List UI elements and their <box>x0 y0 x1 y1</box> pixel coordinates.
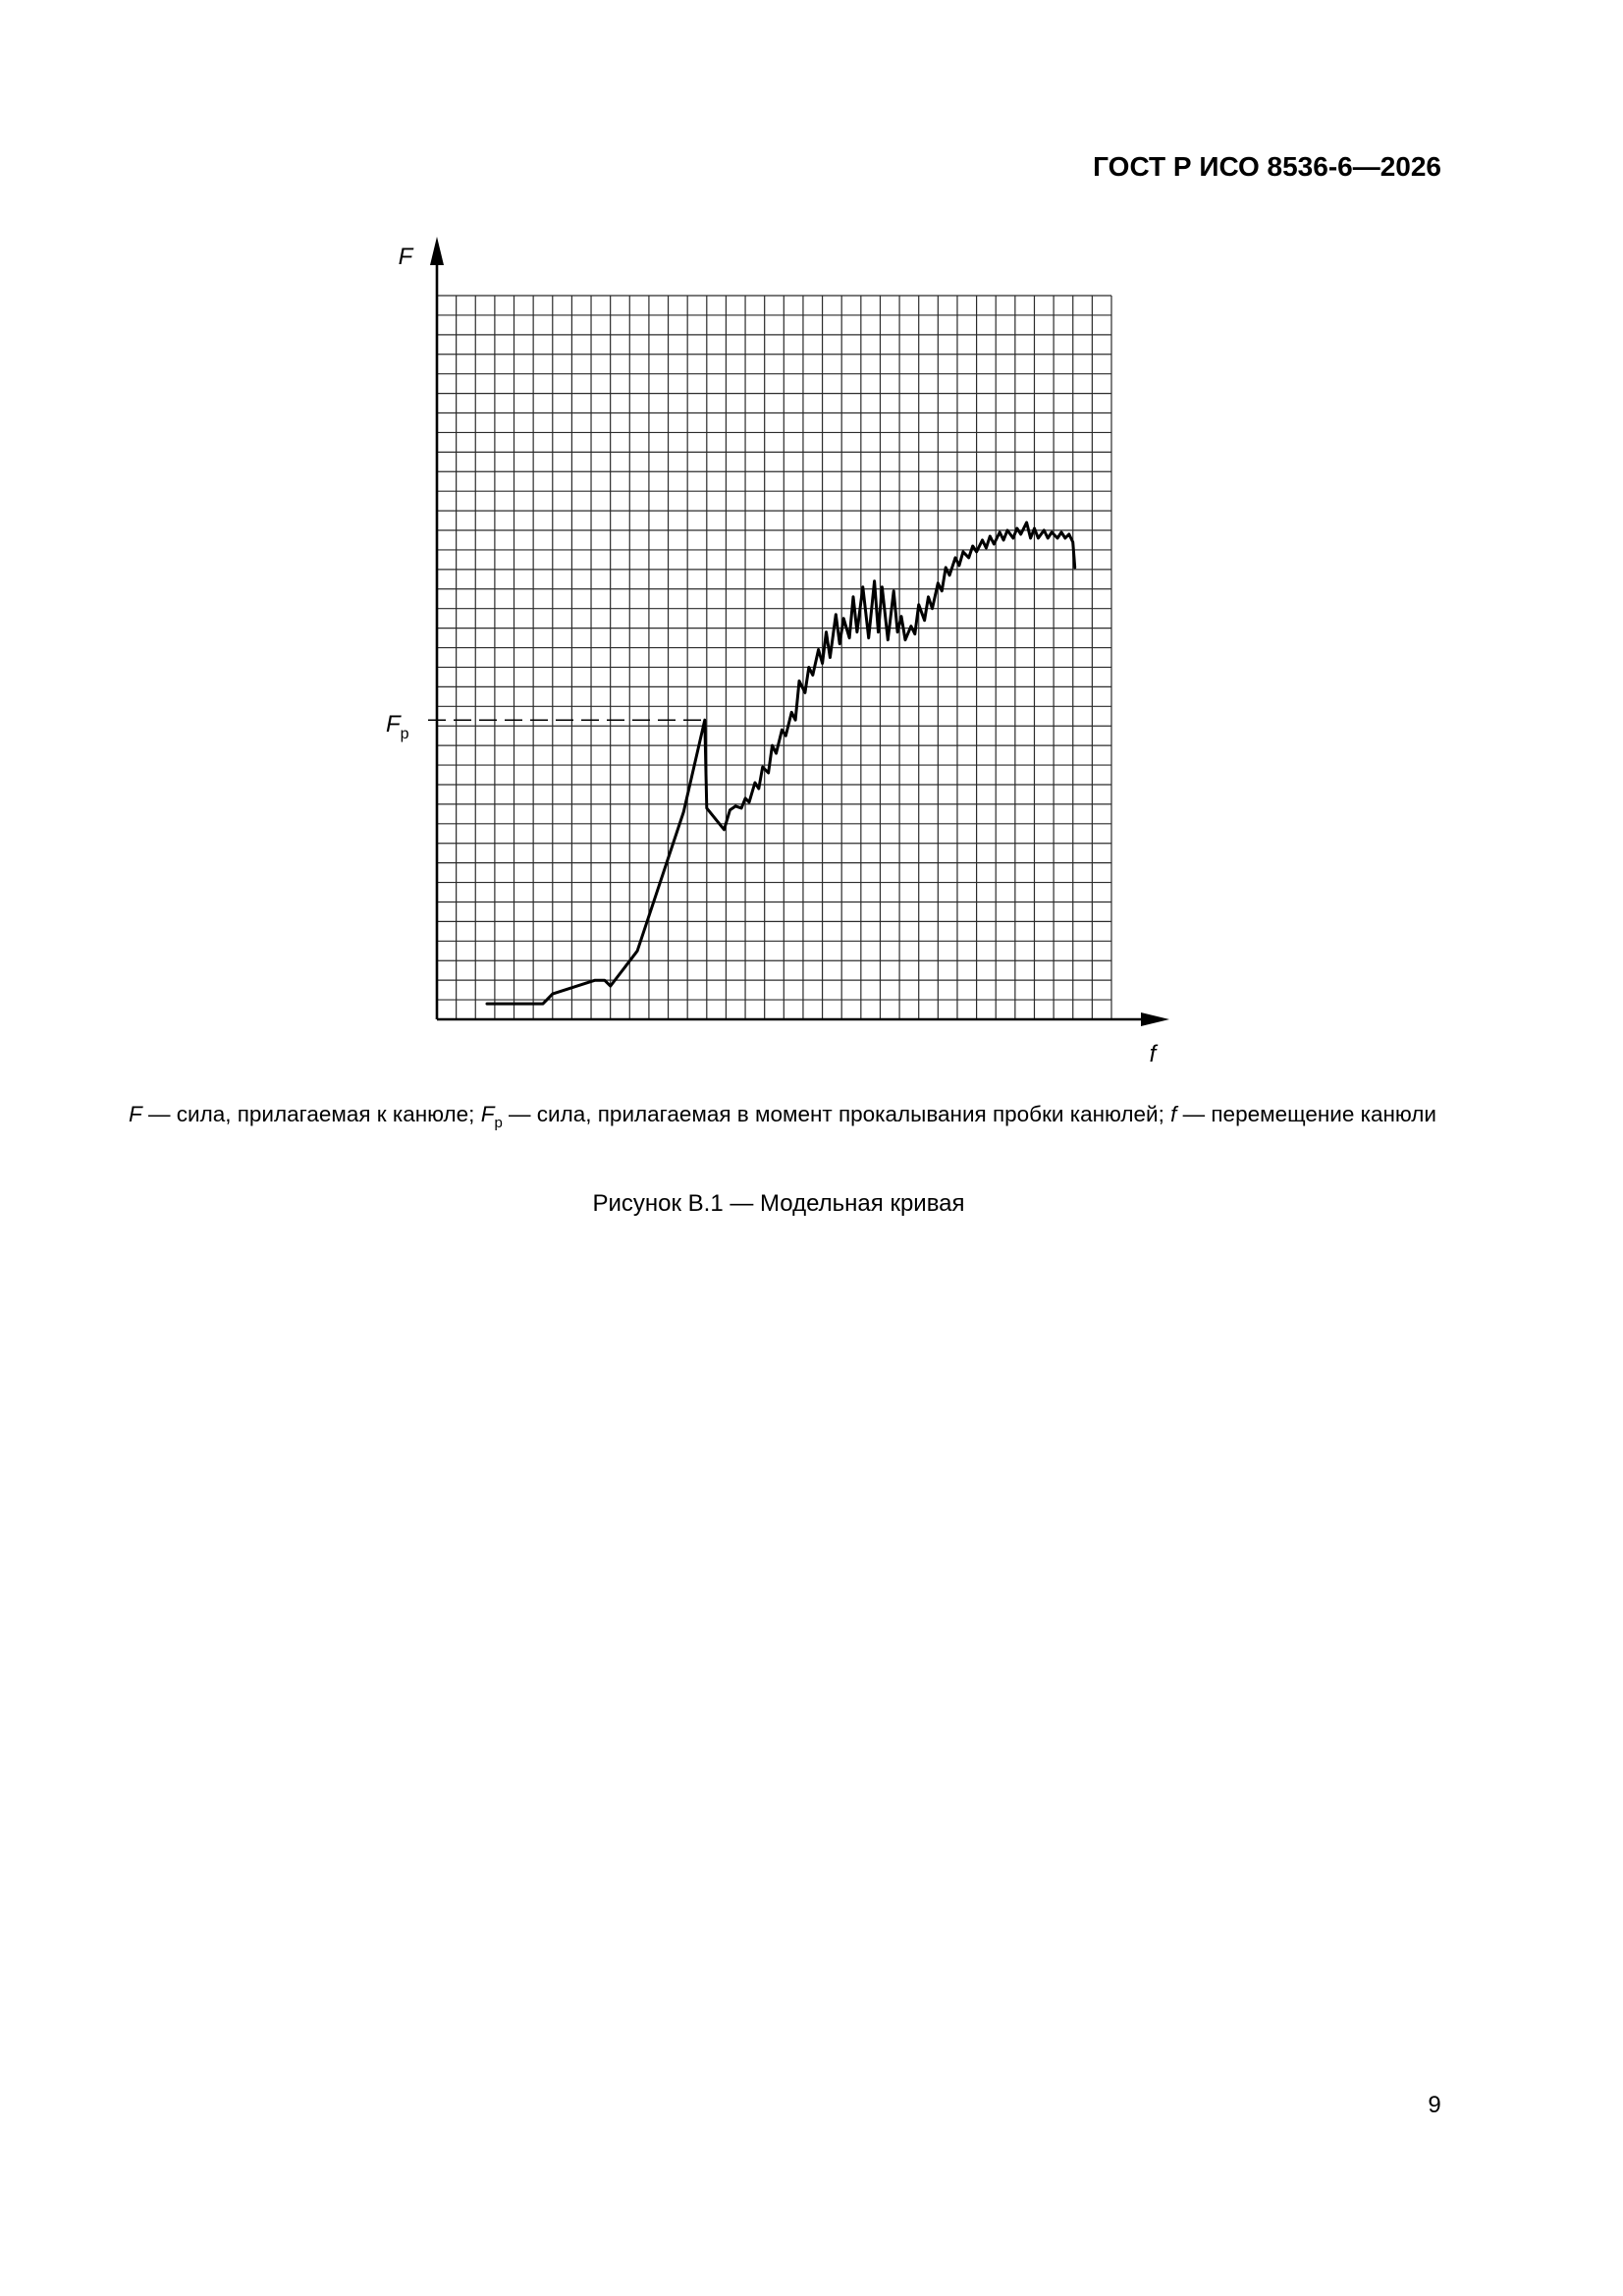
figure-caption: Рисунок В.1 — Модельная кривая <box>592 1190 965 1217</box>
axes <box>430 237 1169 1026</box>
page-number: 9 <box>1428 2092 1441 2118</box>
legend-displacement-text: — перемещение канюли <box>1176 1102 1436 1126</box>
x-axis-label: f <box>1149 1041 1157 1067</box>
plot-area <box>428 522 1075 1004</box>
fp-label <box>386 711 409 742</box>
y-axis-arrow-icon <box>430 237 444 265</box>
legend-fp-symbol: F <box>480 1102 495 1126</box>
fp-label-symbol: F <box>386 711 401 738</box>
legend-force-symbol: F <box>129 1102 142 1126</box>
y-axis-label: F <box>398 244 413 270</box>
series-line <box>487 522 1075 1004</box>
legend-fp-text: — сила, прилагаемая в момент прокалывания пробки канюлей; <box>502 1102 1171 1126</box>
standard-designation: ГОСТ Р ИСО 8536-6—2026 <box>1093 151 1441 182</box>
grid <box>437 296 1111 1019</box>
legend-displacement-symbol: f <box>1170 1102 1177 1126</box>
figure-legend-note <box>129 1102 1436 1131</box>
legend-force-text: — сила, прилагаемая к канюле; <box>141 1102 481 1126</box>
x-axis-arrow-icon <box>1141 1012 1169 1026</box>
legend-fp-subscript: p <box>494 1115 503 1131</box>
fp-label-subscript: p <box>400 726 409 742</box>
